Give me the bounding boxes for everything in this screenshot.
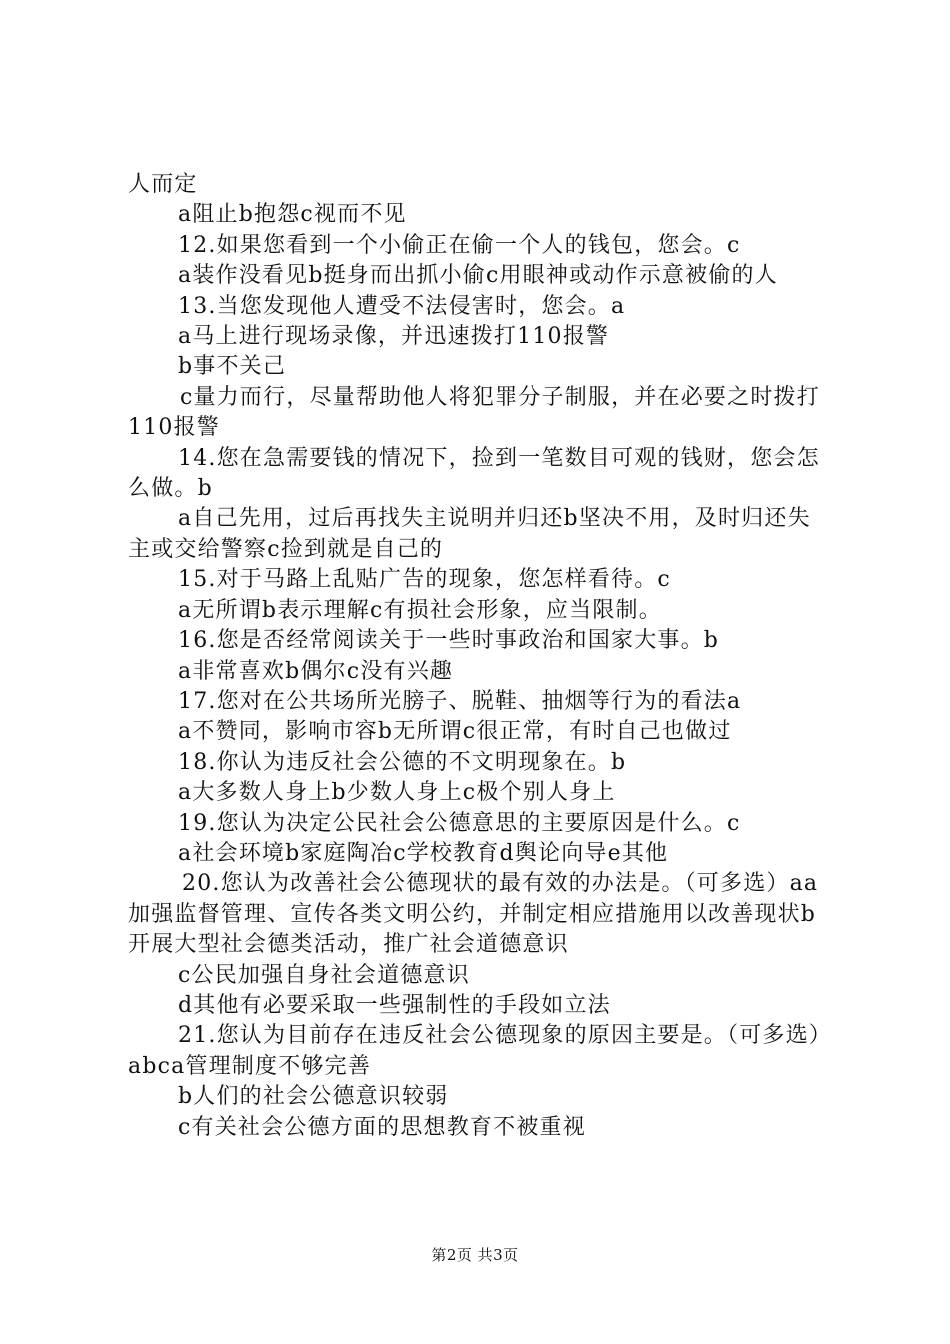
paragraph: a大多数人身上b少数人身上c极个别人身上 <box>178 780 616 806</box>
paragraph: a阻止b抱怨c视而不见 <box>178 202 407 228</box>
paragraph: a不赞同，影响市容b无所谓c很正常，有时自己也做过 <box>178 719 732 745</box>
paragraph: 人而定 <box>128 172 198 197</box>
paragraph: 13.当您发现他人遭受不法侵害时，您会。a <box>178 293 626 319</box>
paragraph: b事不关己 <box>178 354 287 380</box>
paragraph: a无所谓b表示理解c有损社会形象，应当限制。 <box>178 597 662 623</box>
paragraph: 15.对于马路上乱贴广告的现象，您怎样看待。c <box>178 567 671 593</box>
paragraph: 14.您在急需要钱的情况下，捡到一笔数目可观的钱财，您会怎么做。b <box>128 445 820 502</box>
paragraph: a非常喜欢b偶尔c没有兴趣 <box>178 658 454 684</box>
paragraph: a装作没看见b挺身而出抓小偷c用眼神或动作示意被偷的人 <box>178 263 778 289</box>
paragraph: c有关社会公德方面的思想教育不被重视 <box>178 1114 586 1140</box>
paragraph: b人们的社会公德意识较弱 <box>178 1084 449 1110</box>
paragraph: 17.您对在公共场所光膀子、脱鞋、抽烟等行为的看法a <box>178 688 742 714</box>
paragraph: 16.您是否经常阅读关于一些时事政治和国家大事。b <box>178 628 720 654</box>
paragraph: 20.您认为改善社会公德现状的最有效的办法是。（可多选）aa加强监督管理、宣传各类文明公约，并制定相应措施用以改善现状b开展大型社会德类活动，推广社会道德意识 <box>128 871 819 958</box>
page-footer: 第2页 共3页 <box>431 1246 519 1264</box>
paragraph: 12.如果您看到一个小偷正在偷一个人的钱包，您会。c <box>178 232 741 258</box>
paragraph: 19.您认为决定公民社会公德意思的主要原因是什么。c <box>178 810 741 836</box>
paragraph: c公民加强自身社会道德意识 <box>178 962 470 988</box>
paragraph: c量力而行，尽量帮助他人将犯罪分子制服，并在必要之时拨打110报警 <box>128 384 820 441</box>
paragraph: a社会环境b家庭陶冶c学校教育d舆论向导e其他 <box>178 840 669 866</box>
paragraph: a自己先用，过后再找失主说明并归还b坚决不用，及时归还失主或交给警察c捡到就是自己的 <box>128 506 811 562</box>
paragraph: 21.您认为目前存在违反社会公德现象的原因主要是。（可多选）abca管理制度不够完善 <box>128 1023 821 1079</box>
paragraph: a马上进行现场录像，并迅速拨打110报警 <box>178 324 610 350</box>
paragraph: 18.你认为违反社会公德的不文明现象在。b <box>178 749 627 775</box>
paragraph: d其他有必要采取一些强制性的手段如立法 <box>178 992 611 1018</box>
document-body <box>128 170 830 1143</box>
